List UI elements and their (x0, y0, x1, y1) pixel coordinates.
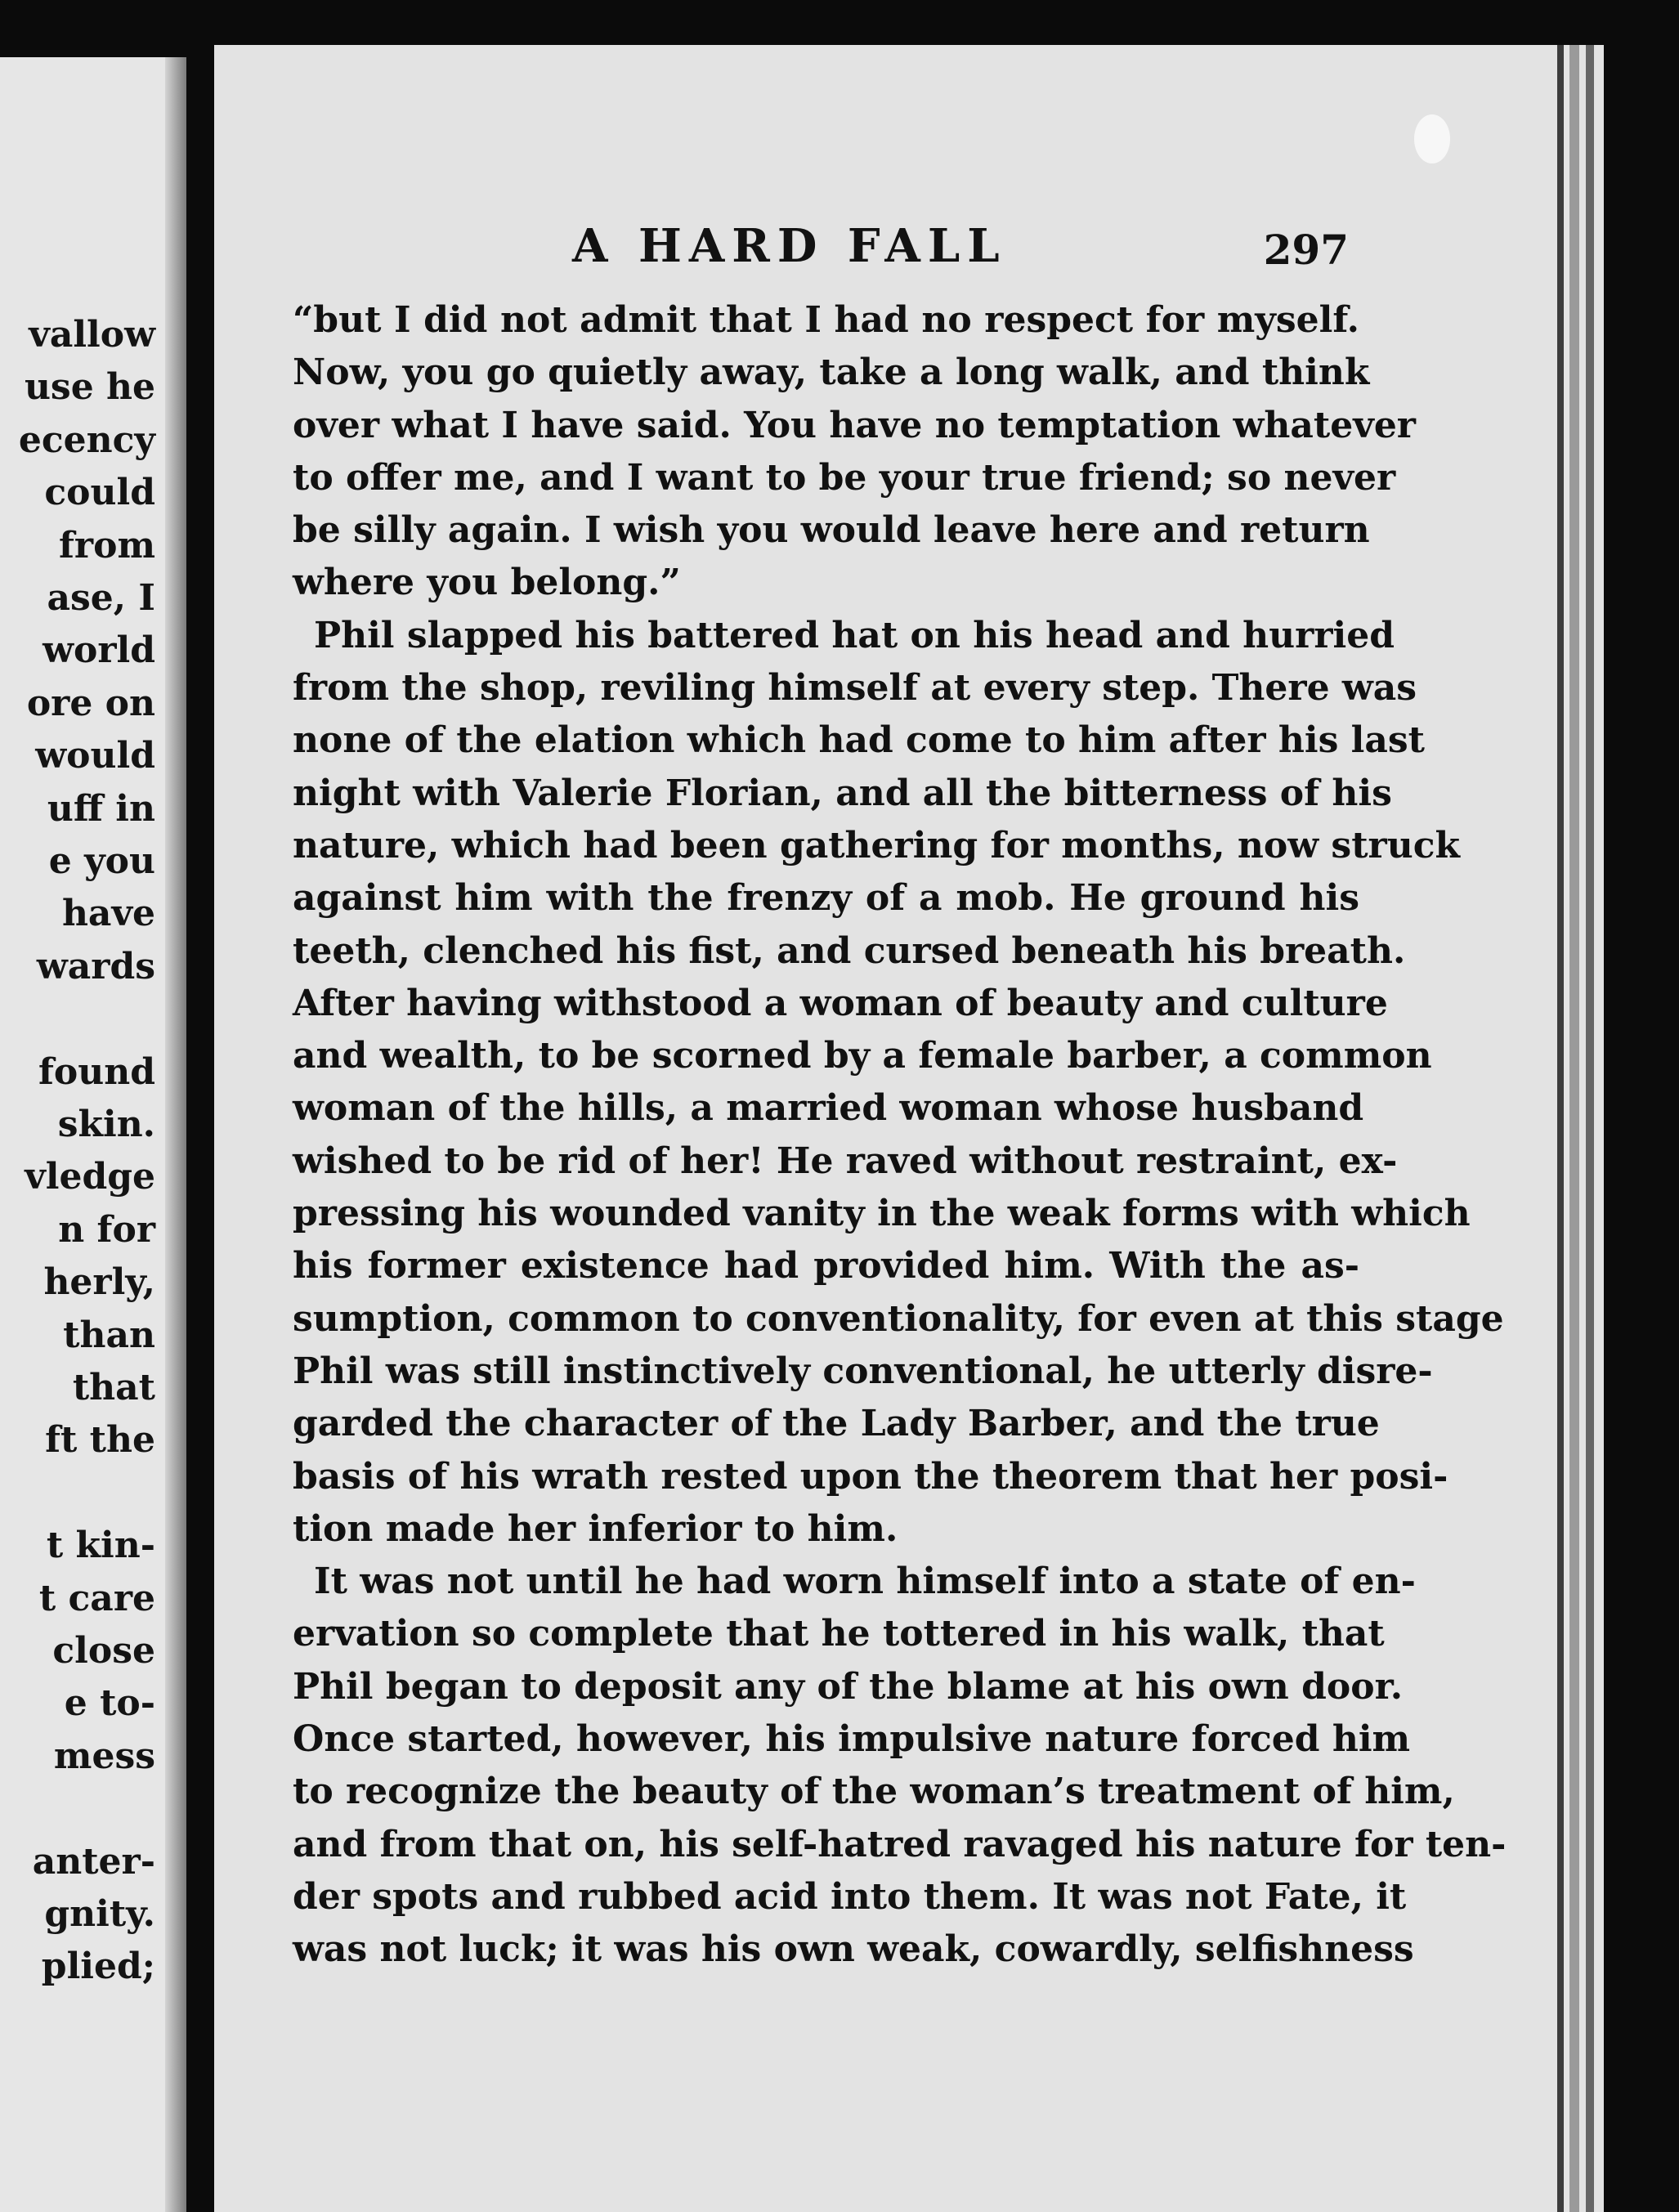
left-page-line: close (52, 1630, 155, 1672)
text-line: sumption, common to conventionality, for even at this stage (293, 1297, 1504, 1340)
text-line: none of the elation which had come to him after his last (293, 719, 1425, 762)
text-line: was not luck; it was his own weak, cowardly, selfishness (293, 1928, 1414, 1971)
text-line: Once started, however, his impulsive nature forced him (293, 1718, 1411, 1761)
page-edge-stack (1569, 45, 1579, 2212)
text-line: garded the character of the Lady Barber, and the true (293, 1403, 1380, 1445)
text-line: Phil slapped his battered hat on his head and hurried (314, 614, 1395, 656)
page-blemish (1414, 114, 1450, 163)
left-page-line: herly, (43, 1261, 155, 1304)
text-line: his former existence had provided him. With the as- (293, 1245, 1359, 1287)
body-text (293, 294, 1507, 1977)
text-line: nature, which had been gathering for months, now struck (293, 824, 1460, 866)
text-line: night with Valerie Florian, and all the bitterness of his (293, 772, 1392, 814)
text-line: After having withstood a woman of beauty and culture (293, 982, 1388, 1024)
left-page-line: plied; (41, 1946, 155, 1988)
left-page-line: vallow (29, 314, 155, 356)
text-line: to offer me, and I want to be your true friend; so never (293, 456, 1396, 499)
text-line: woman of the hills, a married woman whose husband (293, 1087, 1364, 1130)
left-page-line: could (44, 472, 155, 514)
text-line: wished to be rid of her! He raved without restraint, ex- (293, 1140, 1398, 1182)
page-edge-stack (1557, 45, 1564, 2212)
left-page-edge (0, 57, 186, 2212)
left-page-line: from (58, 524, 155, 566)
left-page-line: that (72, 1367, 155, 1408)
text-line: Phil was still instinctively conventional, he utterly disre- (293, 1350, 1433, 1392)
left-page-line: use he (24, 366, 155, 409)
text-line: pressing his wounded vanity in the weak forms with which (293, 1193, 1471, 1235)
left-page-line: t kin- (46, 1525, 155, 1567)
text-line: where you belong.” (293, 562, 681, 604)
text-line: Phil began to deposit any of the blame at his own door. (293, 1665, 1404, 1708)
left-page-line: e to- (64, 1682, 155, 1725)
left-page-line: anter- (32, 1840, 155, 1883)
left-page-line: than (63, 1314, 155, 1356)
text-line: from the shop, reviling himself at every step. There was (293, 667, 1417, 710)
text-line: over what I have said. You have no temptation whatever (293, 404, 1416, 446)
left-page-line: gnity. (44, 1893, 155, 1935)
left-page-line: mess (53, 1735, 155, 1777)
text-line: be silly again. I wish you would leave here and return (293, 509, 1370, 552)
page-header (572, 219, 1349, 284)
left-page-line: would (35, 735, 155, 777)
left-page-line: ore on (26, 682, 155, 724)
left-page-line: vledge (25, 1156, 155, 1198)
left-page-line: e you (48, 840, 155, 882)
text-line: and from that on, his self-hatred ravaged his nature for ten- (293, 1823, 1507, 1865)
text-line: against him with the frenzy of a mob. He ground his (293, 877, 1359, 920)
text-line: and wealth, to be scorned by a female barber, a common (293, 1035, 1432, 1077)
text-line: It was not until he had worn himself into a state of en- (314, 1560, 1416, 1603)
text-line: to recognize the beauty of the woman’s treatment of him, (293, 1771, 1455, 1813)
left-page-line: ecency (18, 419, 155, 461)
left-page-line: n for (58, 1208, 155, 1251)
text-line: Now, you go quietly away, take a long walk, and think (293, 352, 1370, 394)
page-edge-stack (1586, 45, 1594, 2212)
page-number: 297 (1263, 226, 1349, 274)
left-page-line: found (38, 1050, 155, 1093)
text-line: der spots and rubbed acid into them. It was not Fate, it (293, 1875, 1407, 1918)
left-page-line: wards (36, 945, 155, 987)
left-page-line: ase, I (47, 577, 155, 619)
text-line: ervation so complete that he tottered in his walk, that (293, 1613, 1385, 1655)
left-page-line: world (43, 629, 155, 672)
text-line: teeth, clenched his fist, and cursed beneath his breath. (293, 929, 1406, 972)
text-line: “but I did not admit that I had no respect for myself. (293, 299, 1359, 341)
left-page-line: ft the (45, 1419, 155, 1462)
left-page-line: skin. (57, 1104, 155, 1145)
left-page-line: have (61, 893, 155, 935)
running-title: A HARD FALL (572, 219, 1007, 273)
page-fold-shadow (165, 57, 186, 2212)
text-line: tion made her inferior to him. (293, 1507, 898, 1550)
left-page-line: t care (38, 1577, 155, 1619)
text-line: basis of his wrath rested upon the theorem that her posi- (293, 1455, 1448, 1498)
left-page-line: uff in (47, 787, 155, 830)
